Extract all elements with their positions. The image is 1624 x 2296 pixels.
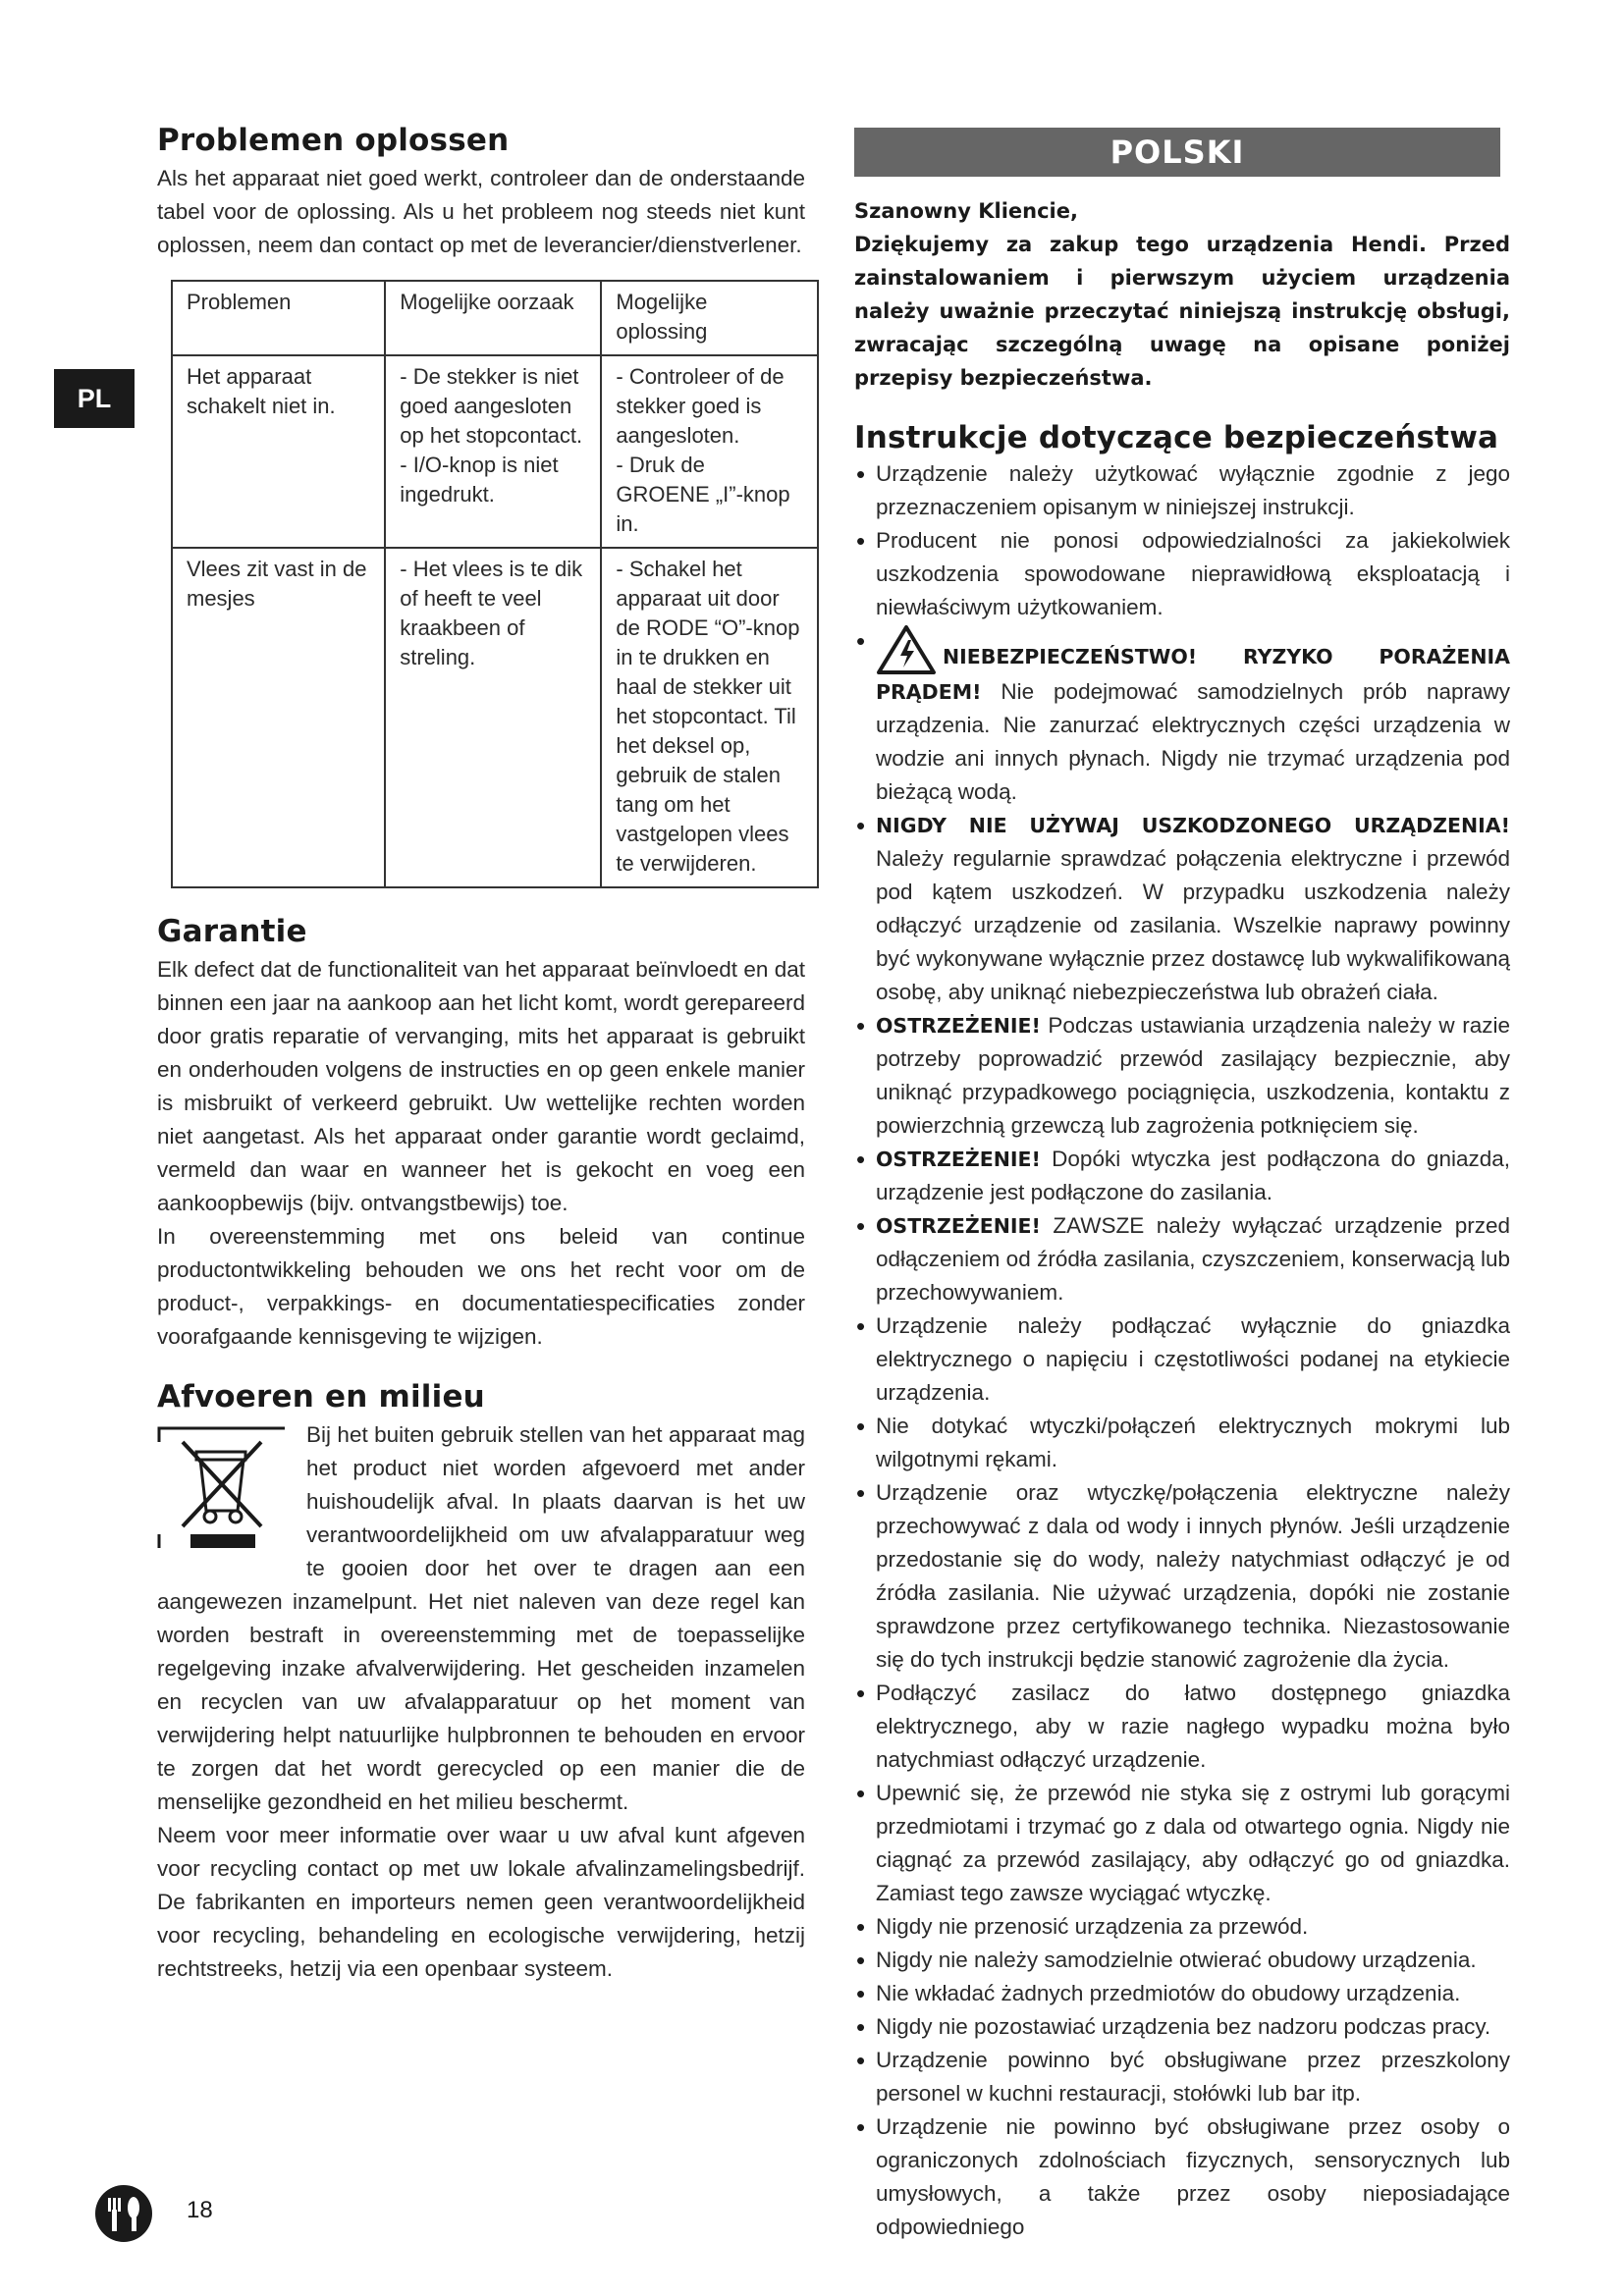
troubleshoot-title: Problemen oplossen bbox=[157, 123, 510, 158]
safety-item bbox=[854, 1009, 1510, 1143]
table-header-problem: Problemen bbox=[172, 281, 385, 355]
warning-keyword: OSTRZEŻENIE! bbox=[876, 1148, 1041, 1171]
table-header-solution: Mogelijke oplossing bbox=[601, 281, 818, 355]
troubleshoot-intro: Als het apparaat niet goed werkt, controleer dan de onderstaande tabel voor de oplossing. Als u het probleem nog steeds niet kunt oplossen, neem dan contact op met de leverancier/dienstverlener. bbox=[157, 166, 805, 257]
greeting: Szanowny Kliencie, bbox=[854, 199, 1078, 223]
electric-hazard-icon bbox=[876, 624, 937, 675]
table-header-row bbox=[172, 281, 818, 355]
table-cell-solution bbox=[601, 548, 818, 887]
page-number: 18 bbox=[187, 2197, 213, 2223]
safety-item bbox=[854, 2044, 1510, 2110]
safety-item-text: Urządzenie należy użytkować wyłącznie zgodnie z jego przeznaczeniem opisanym w niniejszej instrukcji. bbox=[876, 461, 1510, 519]
safety-item bbox=[854, 1910, 1510, 1944]
warning-keyword: OSTRZEŻENIE! bbox=[876, 1214, 1041, 1238]
table-cell-problem: Het apparaat schakelt niet in. bbox=[172, 355, 385, 548]
table-row bbox=[172, 355, 818, 548]
warranty-paragraph: In overeenstemming met ons beleid van continue productontwikkeling behouden we ons het recht voor om de product-, verpakkings- en documentatiespecificaties zonder voorafgaande kennisgeving te wijzigen. bbox=[157, 1224, 805, 1349]
intro-block bbox=[854, 194, 1510, 395]
safety-item bbox=[854, 1476, 1510, 1677]
solution-line: - Druk de GROENE „I”-knop in. bbox=[616, 453, 790, 536]
safety-item bbox=[854, 1677, 1510, 1777]
solution-line: - Schakel het apparaat uit door de RODE “O”-knop in te drukken en haal de stekker uit het stopcontact. Til het deksel op, gebruik de stalen tang om het vastgelopen vlees te verwijderen. bbox=[616, 557, 800, 876]
safety-item bbox=[854, 1209, 1510, 1309]
safety-item bbox=[854, 1309, 1510, 1410]
warning-keyword: NIEBEZPIECZEŃSTWO! RYZYKO PORAŻENIA PRĄDEM! bbox=[876, 645, 1510, 704]
safety-item-text: Podczas ustawiania urządzenia należy w razie potrzeby poprowadzić przewód zasilający bezpiecznie, aby uniknąć przypadkowego pociągnięcia, uszkodzenia, kontaktu z powierzchnią grzewczą lub zagrożenia potknięciem się. bbox=[876, 1013, 1510, 1138]
safety-item-text: Urządzenie powinno być obsługiwane przez przeszkolony personel w kuchni restauracji, stołówki lub bar itp. bbox=[876, 2048, 1510, 2106]
safety-item bbox=[854, 2110, 1510, 2244]
disposal-title: Afvoeren en milieu bbox=[157, 1379, 485, 1415]
safety-item-text: Nie wkładać żadnych przedmiotów do obudowy urządzenia. bbox=[876, 1981, 1461, 2005]
safety-item bbox=[854, 1777, 1510, 1910]
safety-item bbox=[854, 1944, 1510, 1977]
warranty-paragraph: Elk defect dat de functionaliteit van het apparaat beïnvloedt en dat binnen een jaar na aankoop aan het licht komt, wordt gerepareerd door gratis reparatie of vervanging, mits het apparaat is gebruikt en onderhouden volgens de instructies en op geen enkele manier is misbruikt of verkeerd gebruikt. Uw wettelijke rechten worden niet aangetast. Als het apparaat onder garantie wordt geclaimd, vermeld dan waar en wanneer het is gekocht en voeg een aankoopbewijs (bijv. ontvangstbewijs) toe. bbox=[157, 957, 805, 1215]
safety-item bbox=[854, 1977, 1510, 2010]
safety-item-text: Producent nie ponosi odpowiedzialności za jakiekolwiek uszkodzenia spowodowane nieprawidłową eksploatacją i niewłaściwym użytkowaniem. bbox=[876, 528, 1510, 619]
warning-keyword: NIGDY NIE UŻYWAJ USZKODZONEGO URZĄDZENIA! bbox=[876, 814, 1510, 837]
safety-item-text: Urządzenie oraz wtyczkę/połączenia elektryczne należy przechowywać z dala od wody i innych płynów. Jeśli urządzenie przedostanie się do wody, należy natychmiast odłączyć je od źródła zasilania. Nie używać urządzenia, dopóki nie zostanie sprawdzone przez certyfikowanego technika. Niezastosowanie się do tych instrukcji będzie stanowić zagrożenie dla życia. bbox=[876, 1480, 1510, 1672]
safety-title: Instrukcje dotyczące bezpieczeństwa bbox=[854, 420, 1499, 455]
table-cell-solution bbox=[601, 355, 818, 548]
table-cell-cause bbox=[385, 355, 601, 548]
safety-item bbox=[854, 1410, 1510, 1476]
language-side-tab: PL bbox=[54, 369, 135, 428]
safety-item bbox=[854, 1143, 1510, 1209]
cause-line: - Het vlees is te dik of heeft te veel kraakbeen of streling. bbox=[400, 557, 583, 669]
weee-crossed-bin-icon bbox=[157, 1424, 295, 1562]
safety-item bbox=[854, 2010, 1510, 2044]
disposal-paragraph: Bij het buiten gebruik stellen van het apparaat mag het product niet worden afgevoerd met ander huishoudelijk afval. In plaats daarvan is het uw verantwoordelijkheid om uw afvalapparatuur weg te gooien door het over te dragen aan een aangewezen inzamelpunt. Het niet naleven van deze regel kan worden bestraft in overeenstemming met de toepasselijke regelgeving inzake afvalverwijdering. Het gescheiden inzamelen en recyclen van uw afvalapparatuur op het moment van verwijdering helpt natuurlijke hulpbronnen te behouden en ervoor te zorgen dat het wordt gerecycled op een manier die de menselijke gezondheid en het milieu beschermt. bbox=[157, 1422, 805, 1814]
safety-item-text: Należy regularnie sprawdzać połączenia elektryczne i przewód pod kątem uszkodzeń. W przypadku uszkodzenia należy odłączyć urządzenie od zasilania. Wszelkie naprawy powinny być wykonywane wyłącznie przez dostawcę lub wykwalifikowaną osobę, aby uniknąć niebezpieczeństwa lub obrażeń ciała. bbox=[876, 846, 1510, 1004]
safety-item-text: Nigdy nie przenosić urządzenia za przewód. bbox=[876, 1914, 1309, 1939]
safety-item-text: Dopóki wtyczka jest podłączona do gniazda, urządzenie jest podłączone do zasilania. bbox=[876, 1147, 1510, 1204]
safety-item bbox=[854, 624, 1510, 809]
cutlery-logo-icon bbox=[94, 2184, 153, 2243]
disposal-block bbox=[157, 1418, 805, 1986]
disposal-paragraph: Neem voor meer informatie over waar u uw afval kunt afgeven voor recycling contact op met uw lokale afvalinzamelingsbedrijf. De fabrikanten en importeurs nemen geen verantwoordelijkheid voor recycling, behandeling en ecologische verwijdering, hetzij rechtstreeks, hetzij via een openbaar systeem. bbox=[157, 1823, 805, 1981]
safety-item-text: Podłączyć zasilacz do łatwo dostępnego gniazdka elektrycznego, aby w razie nagłego wypadku można było natychmiast odłączyć urządzenie. bbox=[876, 1681, 1510, 1772]
safety-item-text: Nigdy nie pozostawiać urządzenia bez nadzoru podczas pracy. bbox=[876, 2014, 1491, 2039]
safety-item-text: ZAWSZE należy wyłączać urządzenie przed odłączeniem od źródła zasilania, czyszczeniem, konserwacją lub przechowywaniem. bbox=[876, 1213, 1510, 1305]
safety-item-text: Urządzenie nie powinno być obsługiwane przez osoby o ograniczonych zdolnościach fizycznych, sensorycznych lub umysłowych, a także przez osoby nieposiadające odpowiedniego bbox=[876, 2114, 1510, 2239]
safety-item bbox=[854, 809, 1510, 1009]
safety-item-text: Nie podejmować samodzielnych prób naprawy urządzenia. Nie zanurzać elektrycznych części urządzenia w wodzie ani innych płynach. Nigdy nie trzymać urządzenia pod bieżącą wodą. bbox=[876, 679, 1510, 804]
warning-keyword: OSTRZEŻENIE! bbox=[876, 1014, 1041, 1038]
thanks-paragraph: Dziękujemy za zakup tego urządzenia Hendi. Przed zainstalowaniem i pierwszym użyciem urządzenia należy uważnie przeczytać niniejszą instrukcję obsługi, zwracając szczególną uwagę na opisane poniżej przepisy bezpieczeństwa. bbox=[854, 233, 1510, 390]
right-column bbox=[854, 128, 1510, 2244]
table-cell-problem: Vlees zit vast in de mesjes bbox=[172, 548, 385, 887]
safety-list bbox=[854, 457, 1510, 2244]
left-column bbox=[157, 123, 805, 1986]
troubleshoot-table bbox=[171, 280, 819, 888]
safety-item-text: Nigdy nie należy samodzielnie otwierać obudowy urządzenia. bbox=[876, 1948, 1477, 1972]
language-header: POLSKI bbox=[854, 128, 1500, 177]
safety-item-text: Urządzenie należy podłączać wyłącznie do gniazdka elektrycznego o napięciu i częstotliwości podanej na etykiecie urządzenia. bbox=[876, 1313, 1510, 1405]
safety-item bbox=[854, 457, 1510, 524]
table-cell-cause bbox=[385, 548, 601, 887]
cause-line: - De stekker is niet goed aangesloten op het stopcontact. bbox=[400, 364, 583, 448]
safety-item-text: Nie dotykać wtyczki/połączeń elektrycznych mokrymi lub wilgotnymi rękami. bbox=[876, 1414, 1510, 1471]
table-header-cause: Mogelijke oorzaak bbox=[385, 281, 601, 355]
warranty-title: Garantie bbox=[157, 914, 307, 949]
table-row bbox=[172, 548, 818, 887]
solution-line: - Controleer of de stekker goed is aangesloten. bbox=[616, 364, 785, 448]
safety-item-text: Upewnić się, że przewód nie styka się z ostrymi lub gorącymi przedmiotami i trzymać go z dala od otwartego ognia. Nigdy nie ciągnąć za przewód zasilający, aby odłączyć go od gniazdka. Zamiast tego zawsze wyciągać wtyczkę. bbox=[876, 1781, 1510, 1905]
safety-item bbox=[854, 524, 1510, 624]
cause-line: - I/O-knop is niet ingedrukt. bbox=[400, 453, 559, 507]
